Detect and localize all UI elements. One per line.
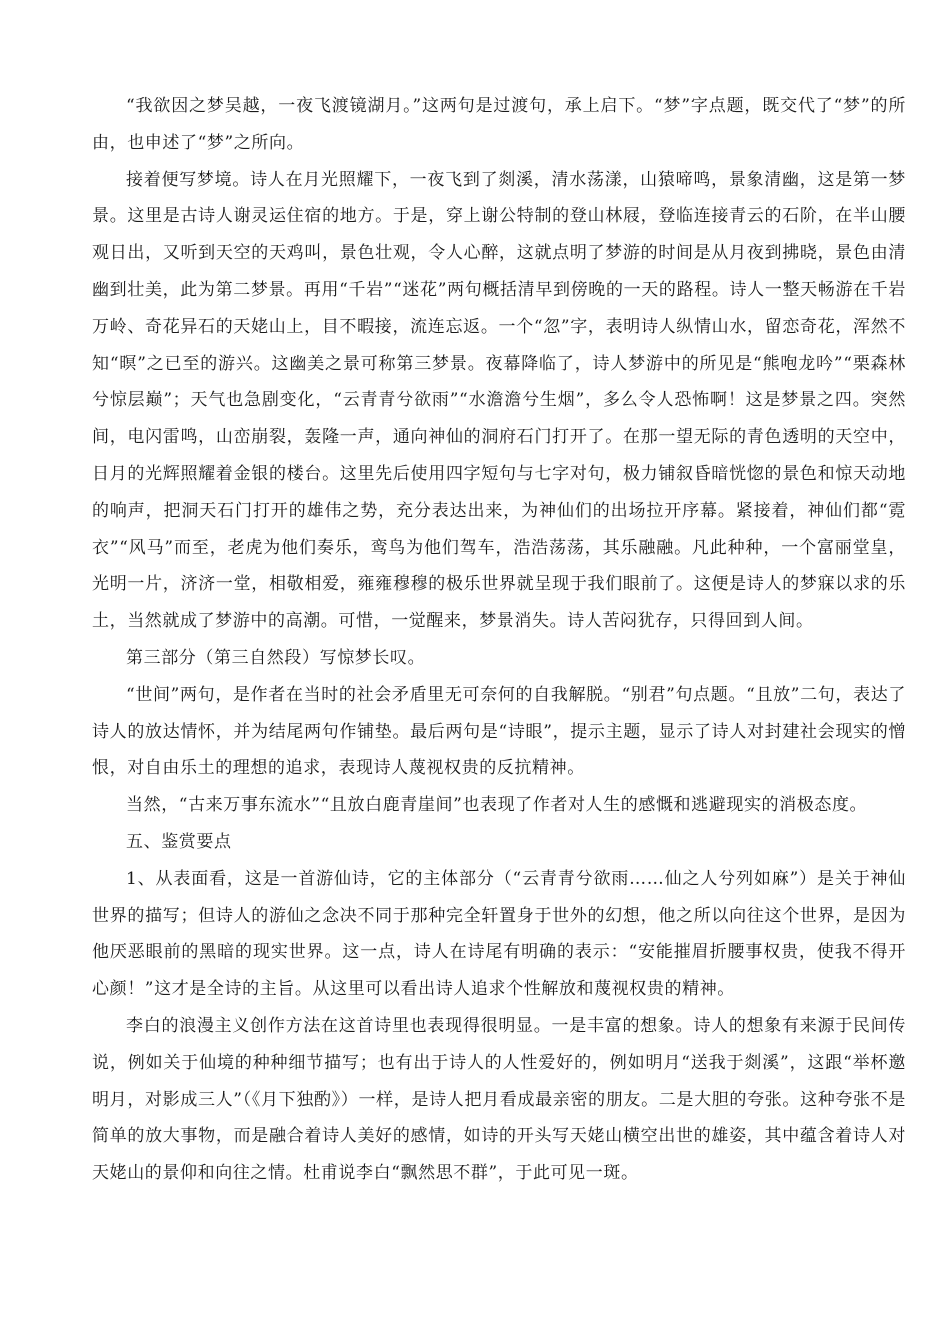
paragraph-part-three-analysis: “世间”两句，是作者在当时的社会矛盾里无可奈何的自我解脱。“别君”句点题。“且放”二句，表达了诗人的放达情怀，并为结尾两句作铺垫。最后两句是“诗眼”，提示主题，显示了诗人对封建社会现实的憎恨，对自由乐土的理想的追求，表现诗人蔑视权贵的反抗精神。 [92,684,906,779]
paragraph-part-three-heading: 第三部分（第三自然段）写惊梦长叹。 [126,647,426,668]
paragraph-transition: “我欲因之梦吴越，一夜飞渡镜湖月。”这两句是过渡句，承上启下。“梦”字点题，既交代了“梦”的所由，也申述了“梦”之所向。 [92,96,906,153]
paragraph-romanticism: 李白的浪漫主义创作方法在这首诗里也表现得很明显。一是丰富的想象。诗人的想象有来源于民间传说，例如关于仙境的种种细节描写；也有出于诗人的人性爱好的，例如明月“送我于剡溪”，这跟“举杯邀明月，对影成三人”（《月下独酌》）一样，是诗人把月看成最亲密的朋友。二是大胆的夸张。这种夸张不是简单的放大事物，而是融合着诗人美好的感情，如诗的开头写天姥山横空出世的雄姿，其中蕴含着诗人对天姥山的景仰和向往之情。杜甫说李白“飘然思不群”，于此可见一斑。 [92,1015,906,1184]
section-heading-appreciation: 五、鉴赏要点 [126,831,232,852]
paragraph-dream-scenes: 接着便写梦境。诗人在月光照耀下，一夜飞到了剡溪，清水荡漾，山猿啼鸣，景象清幽，这是第一梦景。这里是古诗人谢灵运住宿的地方。于是，穿上谢公特制的登山林屐，登临连接青云的石阶，在半山腰观日出，又听到天空的天鸡叫，景色壮观，令人心醉，这就点明了梦游的时间是从月夜到拂晓，景色由清幽到壮美，此为第二梦景。再用“千岩”“迷花”两句概括清早到傍晚的一天的路程。诗人一整天畅游在千岩万岭、奇花异石的天姥山上，目不暇接，流连忘返。一个“忽”字，表明诗人纵情山水，留恋奇花，浑然不知“暝”之已至的游兴。这幽美之景可称第三梦景。夜幕降临了，诗人梦游中的所见是“熊咆龙吟”“栗森林兮惊层巅”；天气也急剧变化，“云青青兮欲雨”“水澹澹兮生烟”，多么令人恐怖啊！这是梦景之四。突然间，电闪雷鸣，山峦崩裂，轰隆一声，通向神仙的洞府石门打开了。在那一望无际的青色透明的天空中，日月的光辉照耀着金银的楼台。这里先后使用四字短句与七字对句，极力铺叙昏暗恍惚的景色和惊天动地的响声，把洞天石门打开的雄伟之势，充分表达出来，为神仙们的出场拉开序幕。紧接着，神仙们都“霓衣”“风马”而至，老虎为他们奏乐，鸾鸟为他们驾车，浩浩荡荡，其乐融融。凡此种种，一个富丽堂皇，光明一片，济济一堂，相敬相爱，雍雍穆穆的极乐世界就呈现于我们眼前了。这便是诗人的梦寐以求的乐土，当然就成了梦游中的高潮。可惜，一觉醒来，梦景消失。诗人苦闷犹存，只得回到人间。 [92,169,906,632]
paragraph-point-one: 1、从表面看，这是一首游仙诗，它的主体部分（“云青青兮欲雨……仙之人兮列如麻”）是关于神仙世界的描写；但诗人的游仙之念决不同于那种完全轩置身于世外的幻想，他之所以向往这个世界，是因为他厌恶眼前的黑暗的现实世界。这一点，诗人在诗尾有明确的表示：“安能摧眉折腰事权贵，使我不得开心颜！”这才是全诗的主旨。从这里可以看出诗人追求个性解放和蔑视权贵的精神。 [92,868,906,1000]
document-page [92,88,906,1192]
paragraph-negative-attitude: 当然，“古来万事东流水”“且放白鹿青崖间”也表现了作者对人生的感慨和逃避现实的消极态度。 [126,795,868,816]
